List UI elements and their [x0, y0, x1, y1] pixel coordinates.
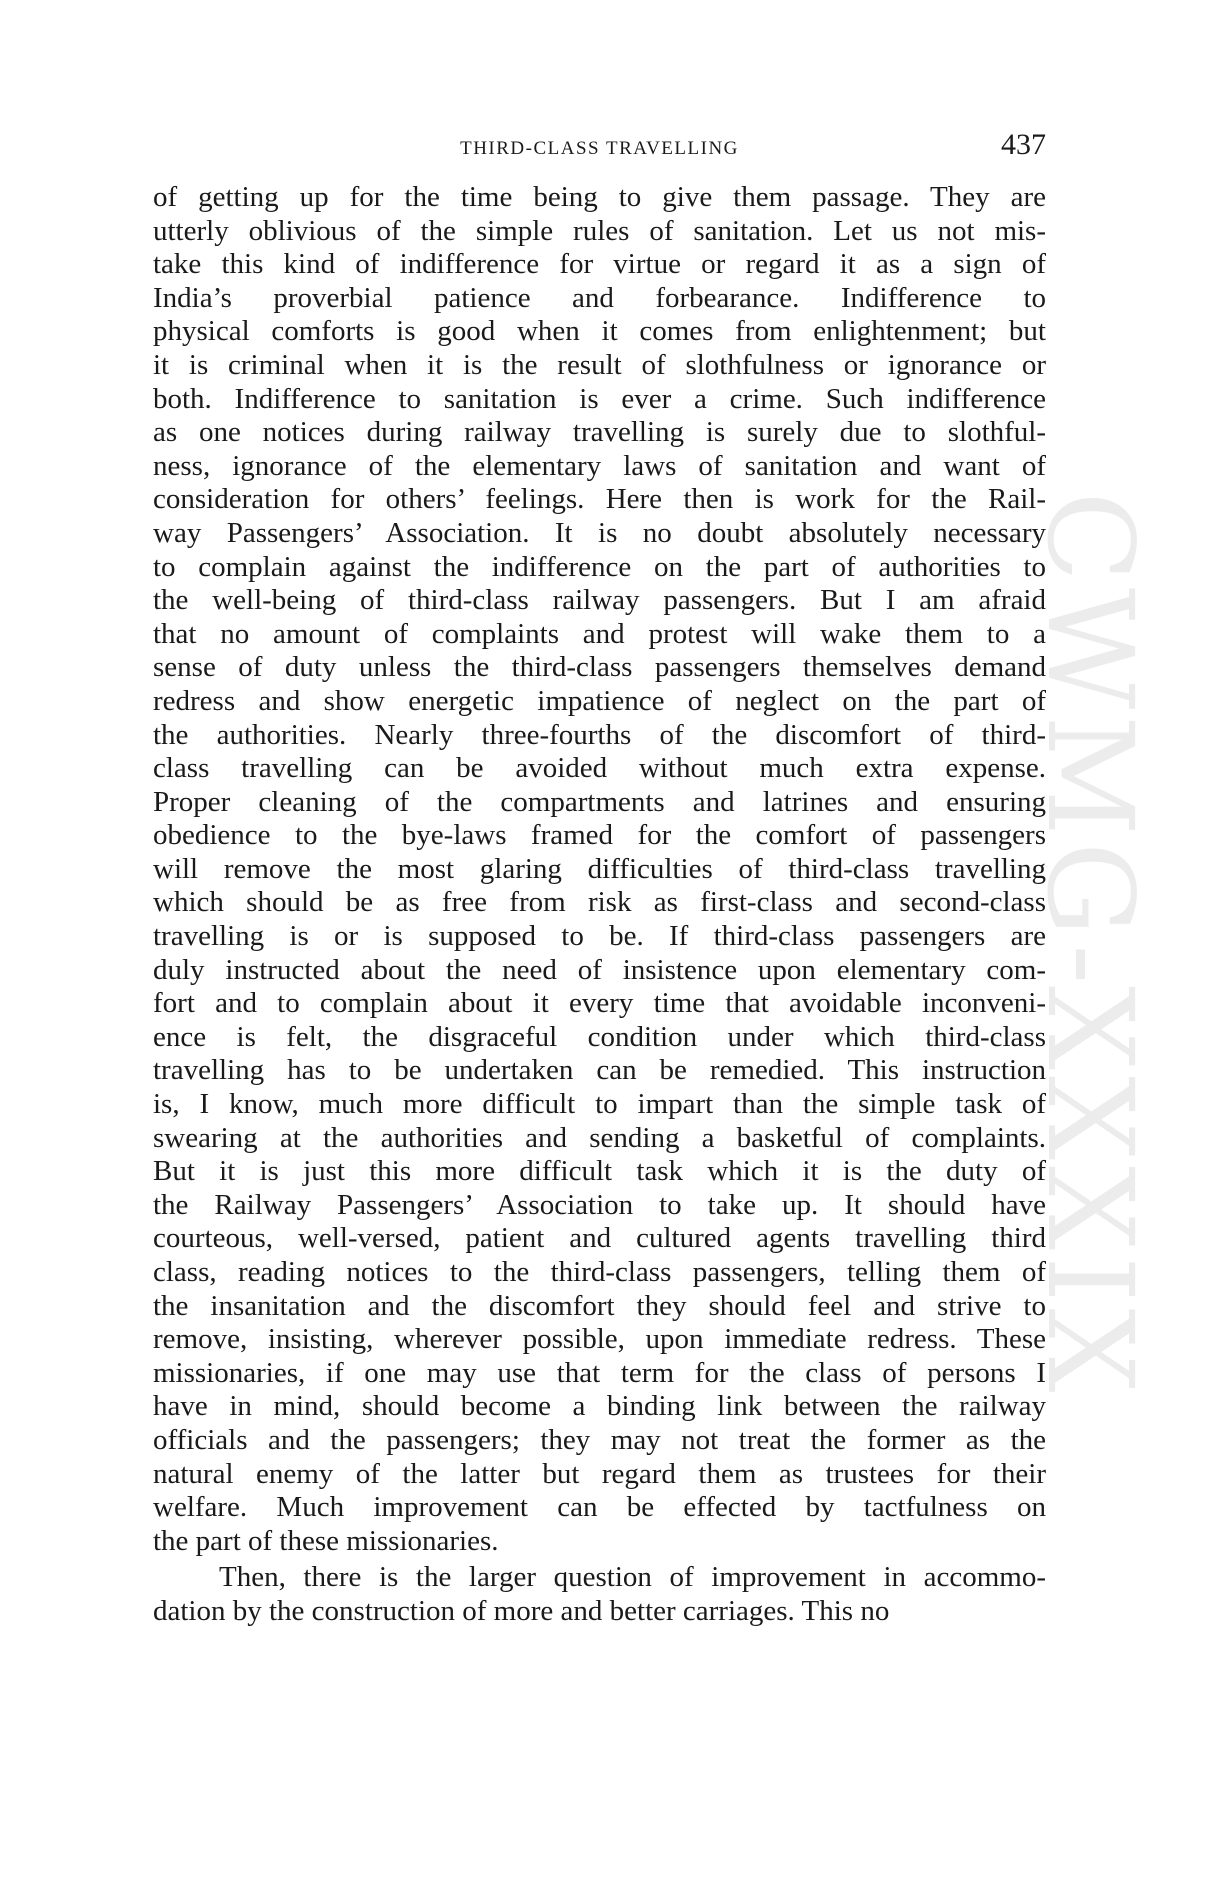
text-line: travelling is or is supposed to be. If third-class passengers are [153, 920, 1046, 953]
text-line: fort and to complain about it every time that avoidable inconveni- [153, 987, 1046, 1020]
text-line: Then, there is the larger question of improvement in accommo- [219, 1561, 1046, 1594]
text-line: Proper cleaning of the compartments and latrines and ensuring [153, 785, 1046, 818]
text-line: missionaries, if one may use that term for the class of persons I [153, 1356, 1046, 1389]
text-line: utterly oblivious of the simple rules of sanitation. Let us not mis- [153, 214, 1046, 247]
page-number: 437 [1001, 128, 1046, 161]
body-text [153, 181, 1046, 1629]
text-line: physical comforts is good when it comes from enlightenment; but [153, 315, 1046, 348]
text-line: remove, insisting, wherever possible, upon immediate redress. These [153, 1323, 1046, 1356]
text-line: But it is just this more difficult task which it is the duty of [153, 1155, 1046, 1188]
text-line: way Passengers’ Association. It is no doubt absolutely necessary [153, 516, 1046, 549]
text-line: the authorities. Nearly three-fourths of the discomfort of third- [153, 718, 1046, 751]
text-line: dation by the construction of more and better carriages. This no [153, 1594, 890, 1627]
text-line: duly instructed about the need of insistence upon elementary com- [153, 953, 1046, 986]
watermark [1021, 400, 1159, 1490]
text-line: the well-being of third-class railway passengers. But I am afraid [153, 584, 1046, 617]
text-line: sense of duty unless the third-class passengers themselves demand [153, 651, 1046, 684]
text-line: to complain against the indifference on the part of authorities to [153, 550, 1046, 583]
text-line: the insanitation and the discomfort they should feel and strive to [153, 1289, 1046, 1322]
text-line: travelling has to be undertaken can be remedied. This instruction [153, 1054, 1046, 1087]
text-line: of getting up for the time being to give them passage. They are [153, 181, 1046, 213]
text-line: class, reading notices to the third-class passengers, telling them of [153, 1256, 1046, 1288]
watermark-text: CWMG-XXXIX [1021, 491, 1159, 1399]
text-line: it is criminal when it is the result of slothfulness or ignorance or [153, 348, 1046, 381]
text-line: India’s proverbial patience and forbearance. Indifference to [153, 281, 1046, 314]
text-line: courteous, well-versed, patient and cultured agents travelling third [153, 1222, 1046, 1255]
text-line: both. Indifference to sanitation is ever a crime. Such indifference [153, 382, 1046, 415]
text-line: which should be as free from risk as first-class and second-class [153, 886, 1046, 919]
text-line: officials and the passengers; they may not treat the former as the [153, 1423, 1046, 1456]
text-line: have in mind, should become a binding link between the railway [153, 1390, 1046, 1423]
paragraph [153, 1561, 1046, 1628]
running-head [153, 128, 1046, 168]
running-title: THIRD-CLASS TRAVELLING [460, 138, 739, 159]
text-line: is, I know, much more difficult to impart than the simple task of [153, 1088, 1046, 1121]
text-line: natural enemy of the latter but regard them as trustees for their [153, 1457, 1046, 1490]
text-line: consideration for others’ feelings. Here then is work for the Rail- [153, 483, 1046, 516]
text-line: that no amount of complaints and protest will wake them to a [153, 617, 1046, 650]
text-line: obedience to the bye-laws framed for the comfort of passengers [153, 819, 1046, 852]
text-line: ence is felt, the disgraceful condition under which third-class [153, 1020, 1046, 1053]
text-line: welfare. Much improvement can be effected by tactfulness on [153, 1491, 1046, 1524]
text-line: will remove the most glaring difficulties of third-class travelling [153, 852, 1046, 885]
text-line: take this kind of indifference for virtue or regard it as a sign of [153, 248, 1046, 281]
text-line: ness, ignorance of the elementary laws of sanitation and want of [153, 449, 1046, 482]
paragraph [153, 181, 1046, 1558]
text-line: redress and show energetic impatience of neglect on the part of [153, 684, 1046, 717]
text-line: as one notices during railway travelling is surely due to slothful- [153, 416, 1046, 449]
text-line: swearing at the authorities and sending a basketful of complaints. [153, 1121, 1046, 1154]
text-line: class travelling can be avoided without much extra expense. [153, 752, 1046, 785]
text-line: the Railway Passengers’ Association to take up. It should have [153, 1188, 1046, 1221]
text-line: the part of these missionaries. [153, 1524, 499, 1557]
